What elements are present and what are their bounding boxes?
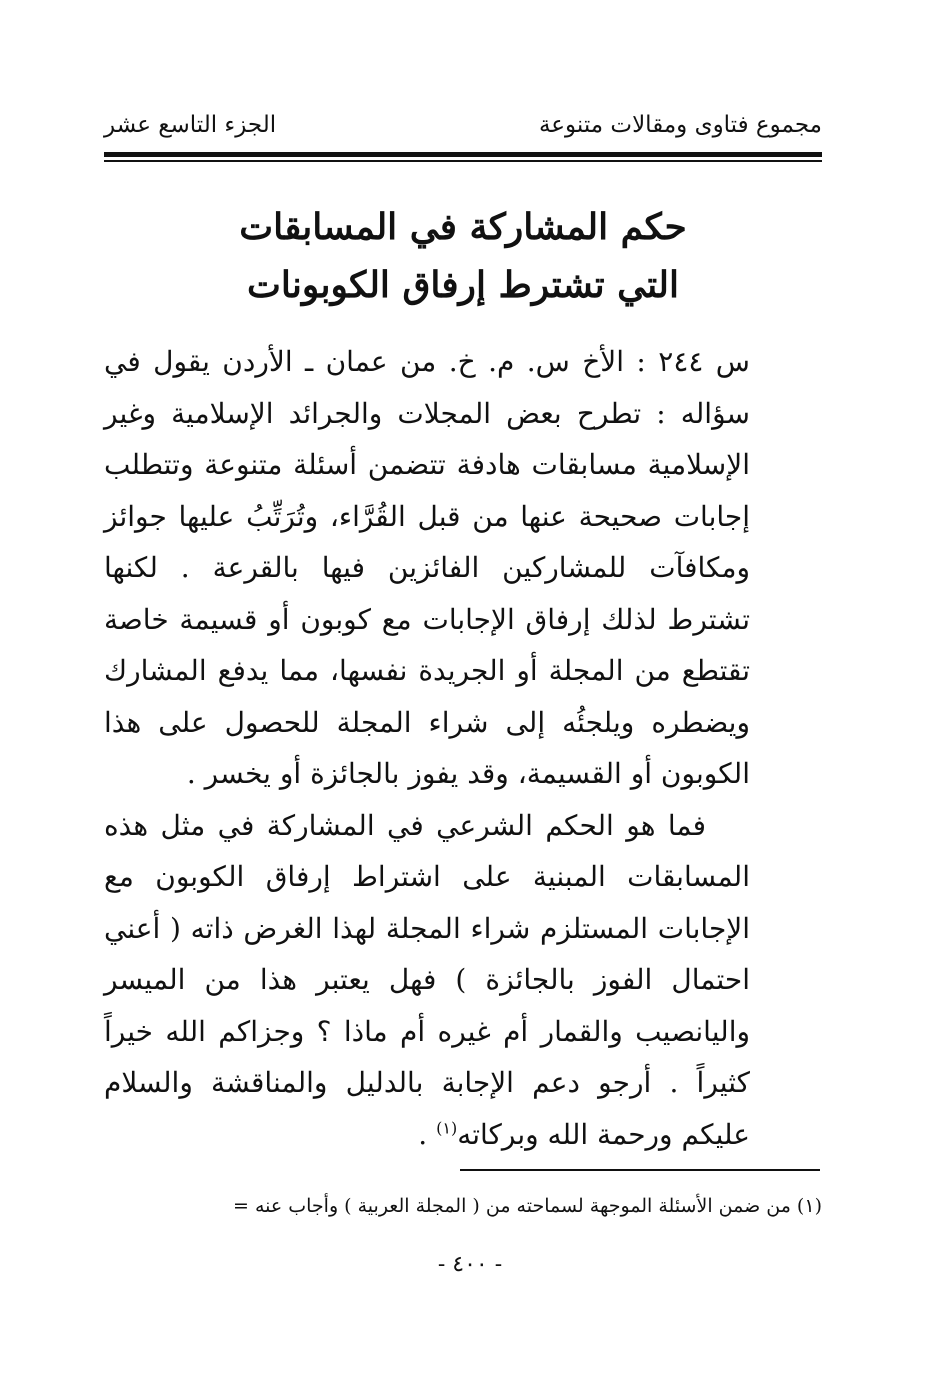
- page-number: - ٤٠٠ -: [437, 1252, 503, 1277]
- paragraph-end-mark: .: [418, 1117, 428, 1151]
- question-paragraph-1: س ٢٤٤ : الأخ س. م. خ. من عمان ـ الأردن يقول في سؤاله : تطرح بعض المجلات والجرائد الإسلامية وغير الإسلامية مسابقات هادفة تتضمن أسئلة متنوعة وتتطلب إجابات صحيحة عنها من قبل القُرَّاء، وتُرَتِّبُ عليها جوائز ومكافآت للمشاركين الفائزين فيها بالقرعة . لكنها تشترط لذلك إرفاق الإجابات مع كوبون أو قسيمة خاصة تقتطع من المجلة أو الجريدة نفسها، مما يدفع المشارك ويضطره ويلجئُه إلى شراء المجلة للحصول على هذا الكوبون أو القسيمة، وقد يفوز بالجائزة أو يخسر .: [104, 345, 750, 790]
- question-paragraph-2-text: فما هو الحكم الشرعي في المشاركة في مثل هذه المسابقات المبنية على اشتراط إرفاق الكوبون مع الإجابات المستلزم شراء المجلة لهذا الغرض ذاته ( أعني احتمال الفوز بالجائزة ) فهل يعتبر هذا من الميسر واليانصيب والقمار أم غيره أم ماذا ؟ وجزاكم الله خيراً كثيراً . أرجو دعم الإجابة بالدليل والمناقشة والسلام عليكم ورحمة الله وبركاته: [104, 808, 750, 1151]
- question-paragraph-2: [104, 800, 750, 1161]
- running-header: [104, 112, 822, 146]
- section-title: [104, 198, 822, 314]
- header-rule-thin: [104, 160, 822, 162]
- question-text: [104, 336, 750, 1160]
- footnote: (١) من ضمن الأسئلة الموجهة لسماحته من ( المجلة العربية ) وأجاب عنه =: [232, 1195, 822, 1217]
- book-title: مجموع فتاوى ومقالات متنوعة: [538, 112, 822, 138]
- footnote-marker: (١): [436, 1118, 458, 1138]
- section-title-line-2: التي تشترط إرفاق الكوبونات: [246, 264, 680, 306]
- volume-label: الجزء التاسع عشر: [104, 112, 277, 138]
- section-title-line-1: حكم المشاركة في المسابقات: [239, 206, 687, 248]
- footnote-rule: [460, 1169, 820, 1171]
- header-rule-thick: [104, 152, 822, 157]
